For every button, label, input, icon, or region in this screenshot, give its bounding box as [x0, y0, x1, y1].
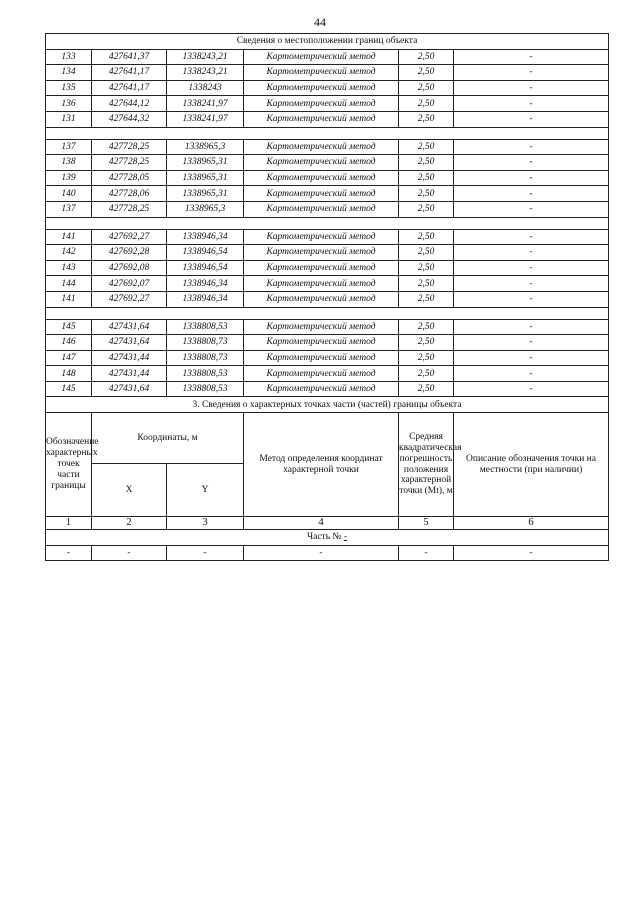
method-cell: Картометрический метод	[244, 319, 399, 335]
section3-heading-row	[46, 397, 609, 413]
description-cell: -	[454, 366, 609, 382]
point-id-cell: 137	[46, 139, 92, 155]
x-coordinate-cell: 427692,08	[92, 260, 167, 276]
error-cell: 2,50	[399, 139, 454, 155]
error-cell: 2,50	[399, 80, 454, 96]
y-coordinate-cell: 1338946,54	[167, 245, 244, 261]
method-cell: Картометрический метод	[244, 186, 399, 202]
method-cell: Картометрический метод	[244, 291, 399, 307]
table-row	[46, 139, 609, 155]
page-number: 44	[314, 15, 326, 29]
error-cell: 2,50	[399, 96, 454, 112]
separator-cell	[46, 307, 609, 319]
method-cell: Картометрический метод	[244, 49, 399, 65]
y-coordinate-cell: 1338243,21	[167, 49, 244, 65]
error-cell: 2,50	[399, 65, 454, 81]
column-number-cell: 1	[46, 517, 92, 530]
y-coordinate-cell: 1338946,54	[167, 260, 244, 276]
table-row	[46, 111, 609, 127]
y-coordinate-cell: 1338241,97	[167, 111, 244, 127]
description-cell: -	[454, 186, 609, 202]
x-coordinate-cell: 427431,64	[92, 319, 167, 335]
description-cell: -	[454, 170, 609, 186]
table-row	[46, 291, 609, 307]
header-mean-error: Средняя квадратическая погрешность положения характерной точки (Mt), м	[399, 413, 454, 517]
table-row	[46, 350, 609, 366]
point-id-cell: 145	[46, 319, 92, 335]
method-cell: Картометрический метод	[244, 111, 399, 127]
header-point-designation: Обозначение характерных точек части границы	[46, 413, 92, 517]
point-id-cell: 135	[46, 80, 92, 96]
header-description: Описание обозначения точки на местности (при наличии)	[454, 413, 609, 517]
y-coordinate-cell: 1338243	[167, 80, 244, 96]
column-number-cell: 4	[244, 517, 399, 530]
x-coordinate-cell: -	[92, 545, 167, 560]
description-cell: -	[454, 201, 609, 217]
group-separator-row	[46, 217, 609, 229]
point-id-cell: 136	[46, 96, 92, 112]
y-coordinate-cell: 1338946,34	[167, 229, 244, 245]
table-row	[46, 276, 609, 292]
error-cell: 2,50	[399, 350, 454, 366]
description-cell: -	[454, 276, 609, 292]
method-cell: -	[244, 545, 399, 560]
x-coordinate-cell: 427641,17	[92, 80, 167, 96]
column-number-row	[46, 517, 609, 530]
description-cell: -	[454, 229, 609, 245]
description-cell: -	[454, 245, 609, 261]
description-cell: -	[454, 65, 609, 81]
description-cell: -	[454, 111, 609, 127]
boundary-table	[45, 33, 609, 561]
description-cell: -	[454, 139, 609, 155]
y-coordinate-cell: 1338808,53	[167, 381, 244, 397]
section3-header-row	[46, 413, 609, 464]
point-id-cell: 141	[46, 229, 92, 245]
x-coordinate-cell: 427641,37	[92, 49, 167, 65]
point-id-cell: 146	[46, 335, 92, 351]
description-cell: -	[454, 155, 609, 171]
table-row	[46, 545, 609, 560]
table-title: Сведения о местоположении границ объекта	[46, 34, 609, 50]
description-cell: -	[454, 49, 609, 65]
column-number-cell: 5	[399, 517, 454, 530]
error-cell: 2,50	[399, 319, 454, 335]
description-cell: -	[454, 96, 609, 112]
error-cell: -	[399, 545, 454, 560]
error-cell: 2,50	[399, 49, 454, 65]
y-coordinate-cell: 1338946,34	[167, 276, 244, 292]
x-coordinate-cell: 427728,25	[92, 201, 167, 217]
error-cell: 2,50	[399, 170, 454, 186]
separator-cell	[46, 127, 609, 139]
section3-title: 3. Сведения о характерных точках части (частей) границы объекта	[46, 397, 609, 413]
part-label: Часть №	[306, 532, 342, 543]
method-cell: Картометрический метод	[244, 381, 399, 397]
point-id-cell: 144	[46, 276, 92, 292]
point-id-cell: 147	[46, 350, 92, 366]
column-number-cell: 6	[454, 517, 609, 530]
table-row	[46, 80, 609, 96]
method-cell: Картометрический метод	[244, 350, 399, 366]
part-value: -	[343, 532, 348, 543]
point-id-cell: 142	[46, 245, 92, 261]
point-id-cell: 137	[46, 201, 92, 217]
error-cell: 2,50	[399, 201, 454, 217]
x-coordinate-cell: 427692,07	[92, 276, 167, 292]
error-cell: 2,50	[399, 245, 454, 261]
x-coordinate-cell: 427728,06	[92, 186, 167, 202]
table-row	[46, 201, 609, 217]
method-cell: Картометрический метод	[244, 65, 399, 81]
method-cell: Картометрический метод	[244, 155, 399, 171]
table-row	[46, 260, 609, 276]
y-coordinate-cell: 1338946,34	[167, 291, 244, 307]
table-row	[46, 96, 609, 112]
point-id-cell: -	[46, 545, 92, 560]
error-cell: 2,50	[399, 111, 454, 127]
method-cell: Картометрический метод	[244, 245, 399, 261]
point-id-cell: 139	[46, 170, 92, 186]
description-cell: -	[454, 545, 609, 560]
error-cell: 2,50	[399, 291, 454, 307]
error-cell: 2,50	[399, 229, 454, 245]
y-coordinate-cell: 1338808,73	[167, 335, 244, 351]
table-row	[46, 49, 609, 65]
x-coordinate-cell: 427644,12	[92, 96, 167, 112]
part-number-cell	[46, 530, 609, 546]
point-id-cell: 145	[46, 381, 92, 397]
method-cell: Картометрический метод	[244, 229, 399, 245]
y-coordinate-cell: 1338965,31	[167, 170, 244, 186]
header-coordinates: Координаты, м	[92, 413, 244, 464]
table-row	[46, 319, 609, 335]
part-row	[46, 530, 609, 546]
y-coordinate-cell: 1338808,53	[167, 366, 244, 382]
y-coordinate-cell: 1338965,3	[167, 201, 244, 217]
y-coordinate-cell: 1338808,53	[167, 319, 244, 335]
y-coordinate-cell: 1338965,31	[167, 186, 244, 202]
error-cell: 2,50	[399, 381, 454, 397]
y-coordinate-cell: -	[167, 545, 244, 560]
group-separator-row	[46, 127, 609, 139]
error-cell: 2,50	[399, 155, 454, 171]
x-coordinate-cell: 427431,64	[92, 381, 167, 397]
y-coordinate-cell: 1338243,21	[167, 65, 244, 81]
description-cell: -	[454, 260, 609, 276]
x-coordinate-cell: 427431,44	[92, 366, 167, 382]
description-cell: -	[454, 80, 609, 96]
point-id-cell: 143	[46, 260, 92, 276]
x-coordinate-cell: 427728,25	[92, 139, 167, 155]
header-method: Метод определения координат характерной точки	[244, 413, 399, 517]
method-cell: Картометрический метод	[244, 366, 399, 382]
y-coordinate-cell: 1338808,73	[167, 350, 244, 366]
x-coordinate-cell: 427431,44	[92, 350, 167, 366]
table-row	[46, 65, 609, 81]
table-row	[46, 245, 609, 261]
point-id-cell: 131	[46, 111, 92, 127]
x-coordinate-cell: 427641,17	[92, 65, 167, 81]
error-cell: 2,50	[399, 276, 454, 292]
point-id-cell: 140	[46, 186, 92, 202]
method-cell: Картометрический метод	[244, 201, 399, 217]
point-id-cell: 148	[46, 366, 92, 382]
table-row	[46, 170, 609, 186]
y-coordinate-cell: 1338965,3	[167, 139, 244, 155]
method-cell: Картометрический метод	[244, 260, 399, 276]
error-cell: 2,50	[399, 186, 454, 202]
description-cell: -	[454, 350, 609, 366]
x-coordinate-cell: 427431,64	[92, 335, 167, 351]
point-id-cell: 133	[46, 49, 92, 65]
table-row	[46, 229, 609, 245]
x-coordinate-cell: 427728,25	[92, 155, 167, 171]
table-row	[46, 335, 609, 351]
description-cell: -	[454, 335, 609, 351]
method-cell: Картометрический метод	[244, 139, 399, 155]
description-cell: -	[454, 381, 609, 397]
y-coordinate-cell: 1338965,31	[167, 155, 244, 171]
separator-cell	[46, 217, 609, 229]
y-coordinate-cell: 1338241,97	[167, 96, 244, 112]
point-id-cell: 134	[46, 65, 92, 81]
x-coordinate-cell: 427692,27	[92, 291, 167, 307]
description-cell: -	[454, 291, 609, 307]
table-row	[46, 366, 609, 382]
header-x: X	[92, 464, 167, 517]
x-coordinate-cell: 427692,28	[92, 245, 167, 261]
x-coordinate-cell: 427644,32	[92, 111, 167, 127]
table-row	[46, 381, 609, 397]
group-separator-row	[46, 307, 609, 319]
column-number-cell: 2	[92, 517, 167, 530]
method-cell: Картометрический метод	[244, 335, 399, 351]
table-row	[46, 155, 609, 171]
method-cell: Картометрический метод	[244, 276, 399, 292]
x-coordinate-cell: 427692,27	[92, 229, 167, 245]
column-number-cell: 3	[167, 517, 244, 530]
method-cell: Картометрический метод	[244, 80, 399, 96]
description-cell: -	[454, 319, 609, 335]
error-cell: 2,50	[399, 260, 454, 276]
x-coordinate-cell: 427728,05	[92, 170, 167, 186]
method-cell: Картометрический метод	[244, 170, 399, 186]
error-cell: 2,50	[399, 335, 454, 351]
error-cell: 2,50	[399, 366, 454, 382]
point-id-cell: 138	[46, 155, 92, 171]
point-id-cell: 141	[46, 291, 92, 307]
table-row	[46, 186, 609, 202]
header-y: Y	[167, 464, 244, 517]
method-cell: Картометрический метод	[244, 96, 399, 112]
